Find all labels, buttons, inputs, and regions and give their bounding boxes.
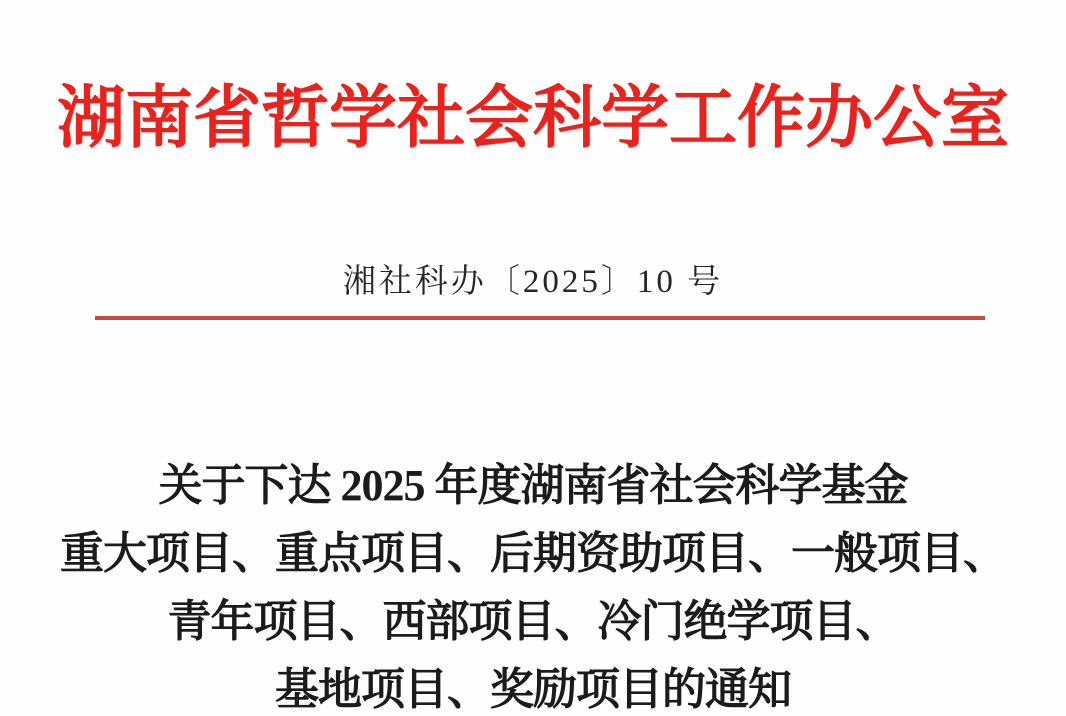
red-divider-line (95, 316, 985, 320)
title-line-1: 关于下达 2025 年度湖南省社会科学基金 (158, 461, 908, 510)
title-line-4: 基地项目、奖励项目的通知 (275, 665, 791, 714)
document-title (0, 452, 1066, 716)
document-number: 湘社科办〔2025〕10 号 (342, 264, 724, 300)
title-line-2: 重大项目、重点项目、后期资助项目、一般项目、 (60, 529, 1006, 578)
title-line-3: 青年项目、西部项目、冷门绝学项目、 (167, 597, 899, 646)
document-header-org-name: 湖南省哲学社会科学工作办公室 (56, 80, 1009, 156)
